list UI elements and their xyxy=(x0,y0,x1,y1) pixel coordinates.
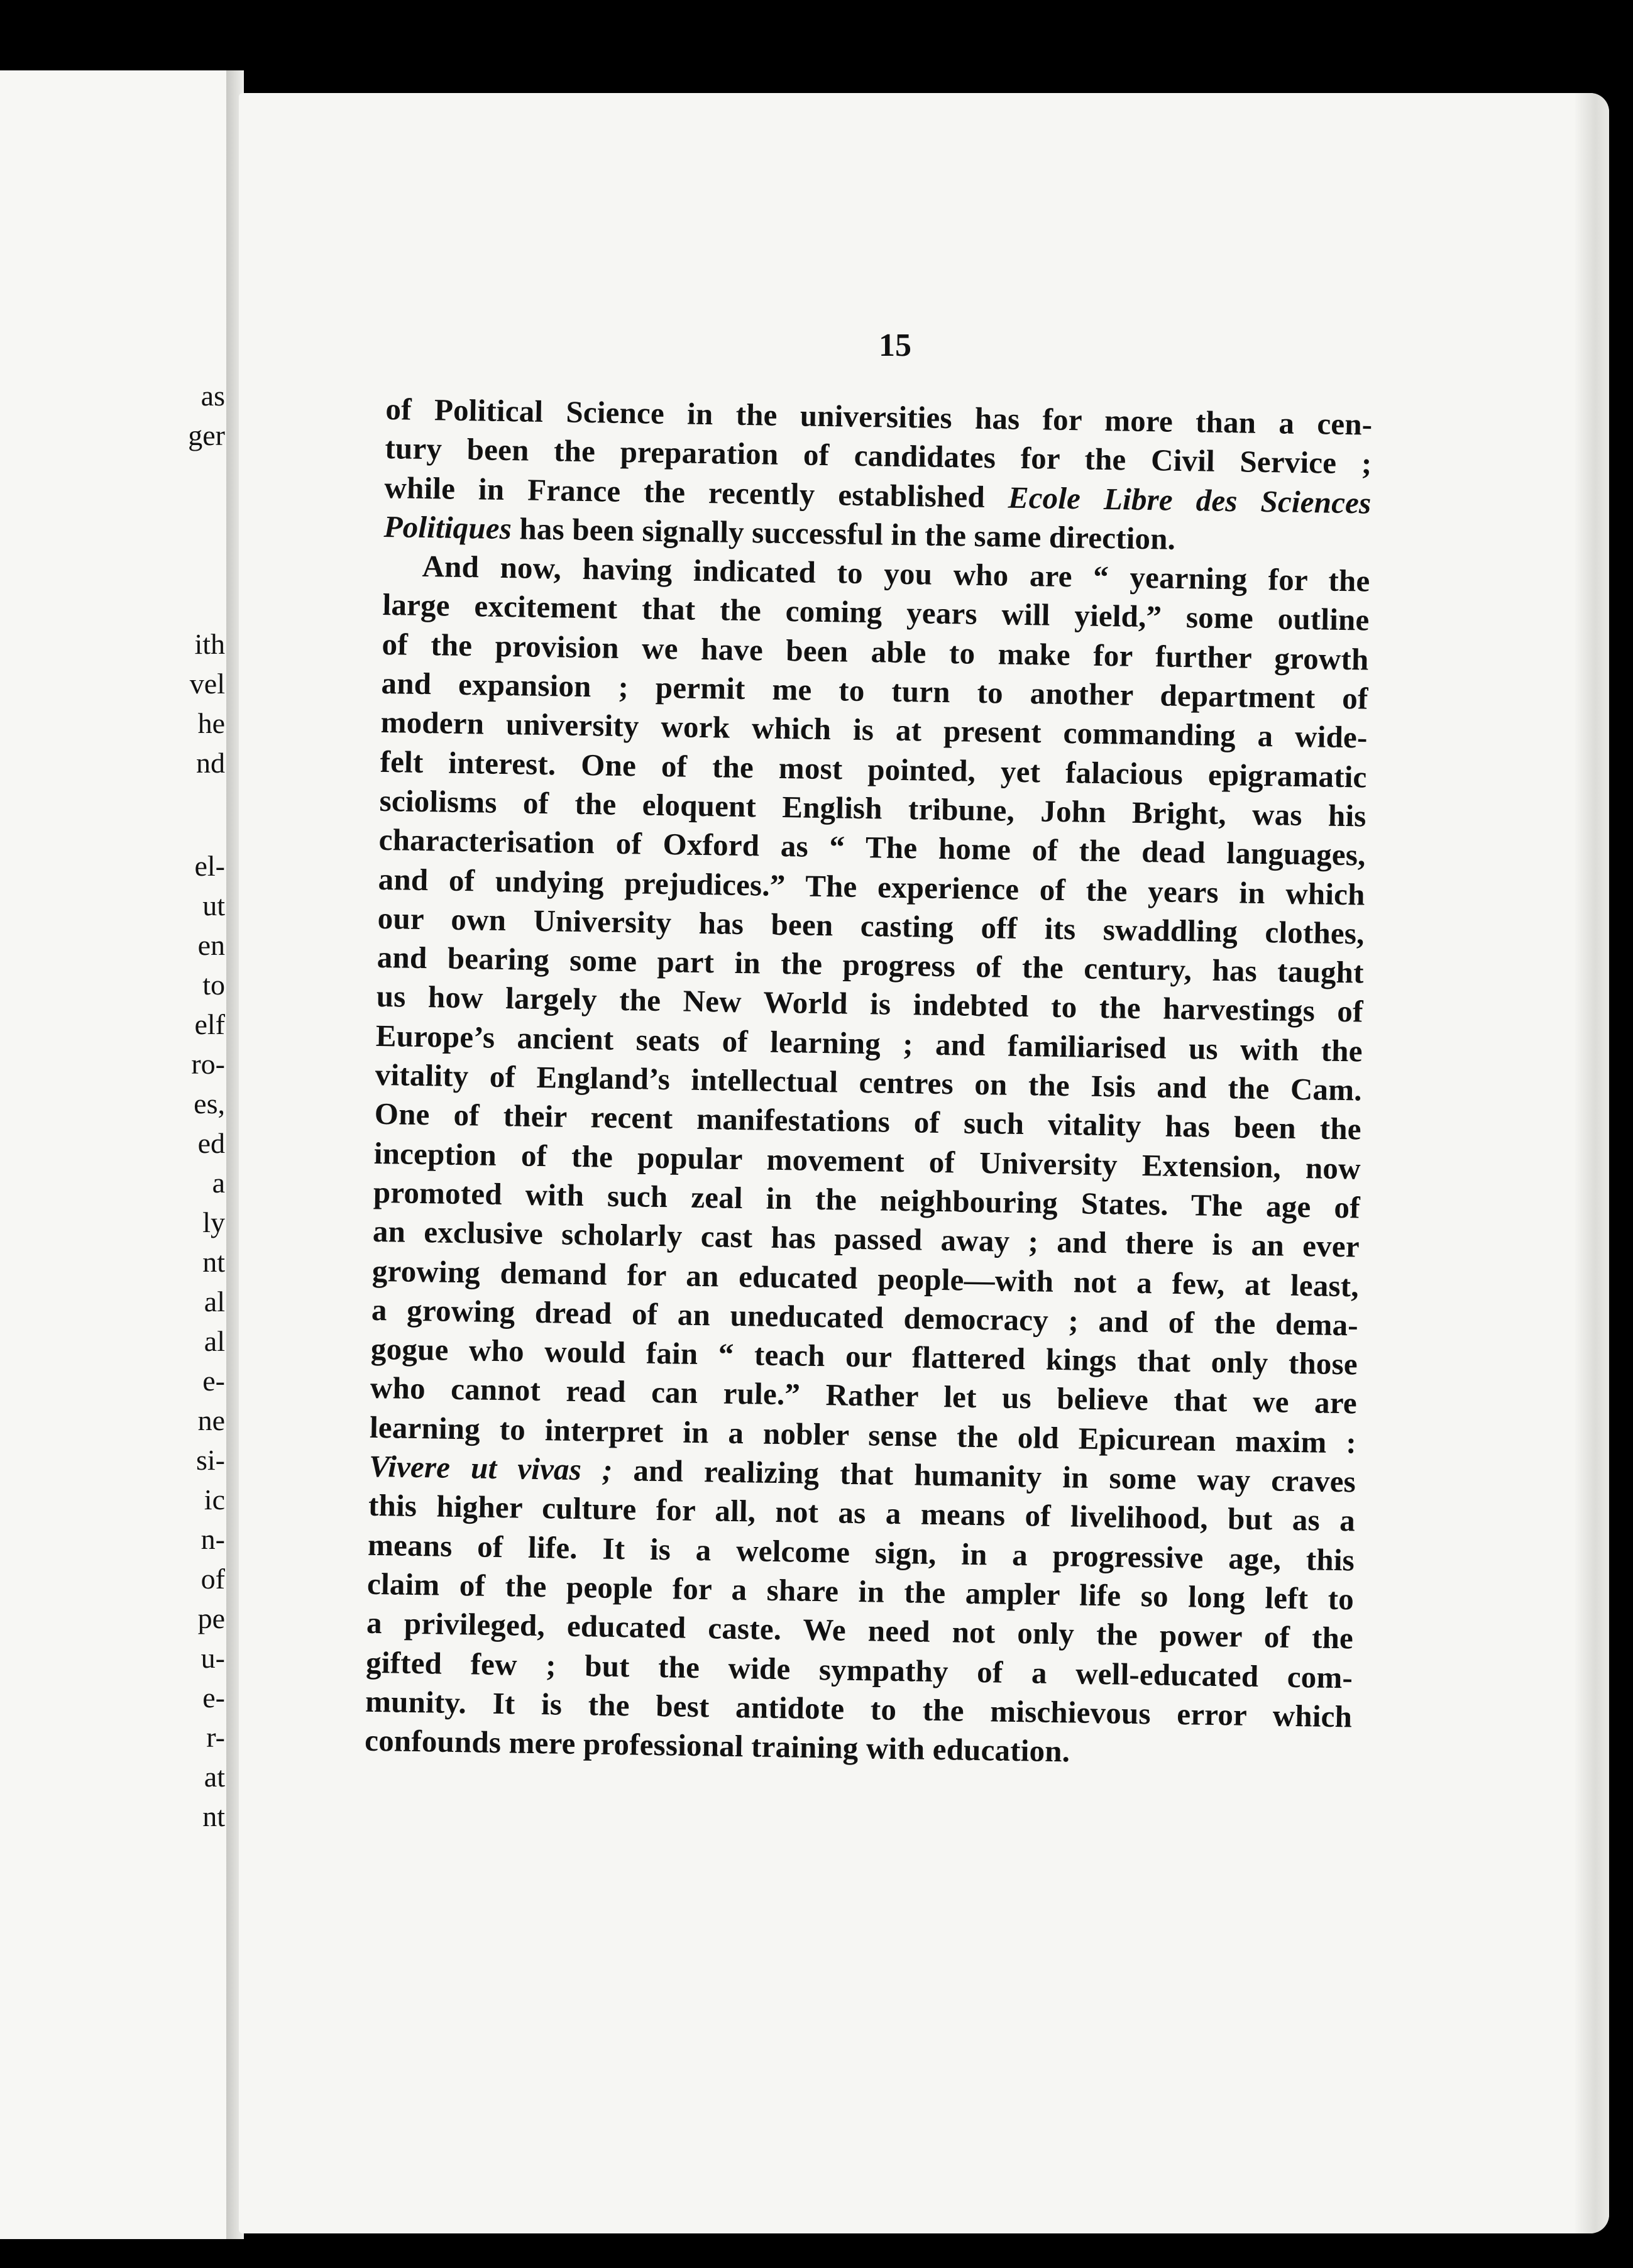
left-fragment: ed xyxy=(197,1127,225,1159)
page-number: 15 xyxy=(879,328,911,363)
text-line: an exclusive scholarly cast has passed away ; and there is an ever xyxy=(372,1214,1360,1264)
text-line: and of undying prejudices.” The experience of the years in which xyxy=(378,861,1366,912)
text-line: characterisation of Oxford as “ The home of the dead languages, xyxy=(378,822,1366,873)
left-fragment: a xyxy=(212,1167,225,1199)
text-line: Europe’s ancient seats of learning ; and familiarised us with the xyxy=(375,1018,1363,1069)
left-fragment: al xyxy=(204,1325,225,1357)
left-fragment: es, xyxy=(194,1087,225,1120)
text-line: of Political Science in the universities has for more than a cen- xyxy=(385,391,1373,442)
text-line: while in France the recently established Ecole Libre des Sciences xyxy=(384,470,1372,520)
text-line: who cannot read can rule.” Rather let us believe that we are xyxy=(370,1370,1358,1421)
left-fragment: ger xyxy=(188,419,225,451)
text-line: confounds mere professional training with education. xyxy=(364,1722,1070,1769)
left-fragment: si- xyxy=(196,1444,225,1476)
text-line: this higher culture for all, not as a means of livelihood, but as a xyxy=(368,1488,1356,1538)
left-fragment: nt xyxy=(202,1246,225,1278)
left-fragment: e- xyxy=(202,1365,225,1397)
text-line: sciolisms of the eloquent English tribune, John Bright, was his xyxy=(379,783,1366,834)
text-line: Politiques has been signally successful in the same direction. xyxy=(383,509,1176,556)
text-line: and expansion ; permit me to turn to another department of xyxy=(381,666,1368,716)
left-fragment: ly xyxy=(202,1206,225,1238)
text-line: modern university work which is at present commanding a wide- xyxy=(380,705,1368,755)
text-line: promoted with such zeal in the neighbouring States. The age of xyxy=(373,1174,1361,1225)
text-line: of the provision we have been able to make for further growth xyxy=(382,626,1369,677)
left-fragment: of xyxy=(201,1563,225,1595)
left-fragment: pe xyxy=(197,1602,225,1634)
text-line: gifted few ; but the wide sympathy of a well-educated com- xyxy=(365,1644,1353,1695)
left-page xyxy=(0,70,234,2239)
left-fragment: al xyxy=(204,1285,225,1318)
body-text xyxy=(365,390,1373,1776)
text-line: tury been the preparation of candidates for the Civil Service ; xyxy=(385,431,1372,481)
text-line: felt interest. One of the most pointed, yet falacious epigramatic xyxy=(380,744,1367,795)
left-fragment: ne xyxy=(197,1404,225,1436)
left-fragment: vel xyxy=(189,668,225,700)
text-line: gogue who would fain “ teach our flattered kings that only those xyxy=(370,1331,1358,1382)
text-line: And now, having indicated to you who are “ yearning for the xyxy=(422,549,1370,598)
left-fragment: u- xyxy=(201,1642,225,1674)
text-line: a growing dread of an uneducated democracy ; and of the dema- xyxy=(371,1292,1359,1343)
left-fragment: r- xyxy=(206,1721,225,1753)
left-fragment: ut xyxy=(202,889,225,922)
left-fragment: ith xyxy=(194,628,225,660)
left-fragment: at xyxy=(204,1761,225,1793)
left-fragment: he xyxy=(197,707,225,739)
text-line: means of life. It is a welcome sign, in a progressive age, this xyxy=(367,1527,1355,1578)
left-fragment: ic xyxy=(204,1484,225,1516)
text-line: One of their recent manifestations of such vitality has been the xyxy=(374,1096,1362,1147)
text-line: claim of the people for a share in the ampler life so long left to xyxy=(366,1566,1355,1617)
text-line: our own University has been casting off its swaddling clothes, xyxy=(377,900,1365,951)
text-line: vitality of England’s intellectual centres on the Isis and the Cam. xyxy=(375,1057,1363,1108)
page-edge xyxy=(1574,93,1609,2233)
text-line: large excitement that the coming years will yield,” some outline xyxy=(382,587,1370,638)
text-line: and bearing some part in the progress of the century, has taught xyxy=(377,940,1365,990)
left-fragment: elf xyxy=(194,1008,225,1040)
left-fragment: to xyxy=(202,969,225,1001)
text-line: us how largely the New World is indebted to the harvestings of xyxy=(376,979,1364,1029)
left-fragment: en xyxy=(197,929,225,961)
italic-phrase: Vivere ut vivas ; xyxy=(368,1448,613,1487)
text-line: growing demand for an educated people—with not a few, at least, xyxy=(371,1253,1360,1304)
left-fragment: as xyxy=(201,380,225,412)
italic-phrase: Politiques xyxy=(383,509,512,546)
left-fragment: ro- xyxy=(191,1048,225,1080)
text-line: learning to interpret in a nobler sense the old Epicurean maxim : xyxy=(369,1409,1357,1460)
left-fragment: nd xyxy=(196,747,225,779)
text-line: inception of the popular movement of University Extension, now xyxy=(373,1135,1361,1186)
left-fragment: n- xyxy=(201,1523,225,1555)
italic-phrase: Ecole Libre des Sciences xyxy=(1008,480,1372,520)
text-line: a privileged, educated caste. We need not only the power of the xyxy=(366,1605,1354,1656)
text-line: Vivere ut vivas ; and realizing that humanity in some way craves xyxy=(368,1448,1356,1499)
left-fragment: el- xyxy=(194,850,225,882)
left-fragment: nt xyxy=(202,1800,225,1832)
left-page-fragments xyxy=(99,70,225,2239)
left-fragment: e- xyxy=(202,1682,225,1714)
text-line: munity. It is the best antidote to the mischievous error which xyxy=(365,1683,1353,1734)
